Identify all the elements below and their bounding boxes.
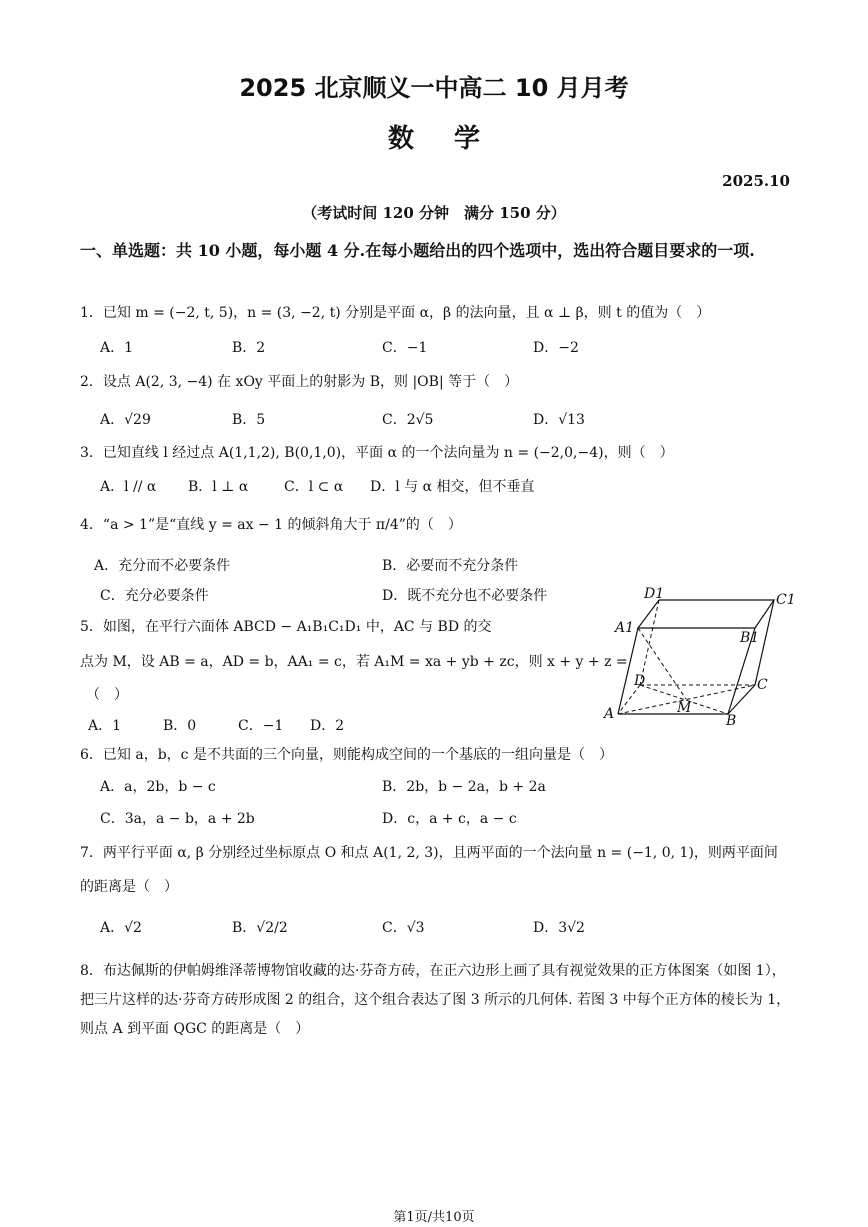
question-6-option-c: C．3a，a − b，a + 2b: [100, 811, 255, 827]
question-1-stem: 1．已知 m = (−2, t, 5)，n = (3, −2, t) 分别是平面 α，β 的法向量，且 α ⊥ β，则 t 的值为（ ）: [80, 305, 711, 321]
question-5-option-d: D．2: [310, 718, 345, 734]
question-3-option-a: A．l // α: [100, 479, 157, 495]
label-a1: A1: [615, 620, 635, 636]
question-6-option-b: B．2b，b − 2a，b + 2a: [382, 779, 546, 795]
label-d: D: [634, 673, 646, 689]
question-4-option-a: A．充分而不必要条件: [94, 558, 231, 574]
label-a: A: [604, 706, 615, 722]
figure-solid-edges: [618, 600, 774, 714]
question-2-option-d: D．√13: [533, 412, 585, 428]
question-4-option-c: C．充分必要条件: [100, 588, 209, 604]
question-4-stem: 4．“a > 1”是“直线 y = ax − 1 的倾斜角大于 π/4”的（ ）: [80, 517, 462, 533]
question-7-stem-line-1: 7．两平行平面 α, β 分别经过坐标原点 O 和点 A(1, 2, 3)，且两平面的一个法向量 n = (−1, 0, 1)，则两平面间: [80, 845, 778, 861]
question-1-option-b: B．2: [232, 340, 266, 356]
question-3-option-d: D．l 与 α 相交，但不垂直: [370, 479, 535, 495]
question-3-option-b: B．l ⊥ α: [188, 479, 249, 495]
label-c1: C1: [776, 592, 796, 608]
page-footer: 第1页/共10页: [393, 1210, 475, 1225]
question-7-option-a: A．√2: [100, 920, 142, 936]
exam-info: （考试时间 120 分钟 满分 150 分）: [302, 204, 566, 222]
question-5-option-c: C．−1: [238, 718, 284, 734]
question-6-option-d: D．c，a + c，a − c: [382, 811, 517, 827]
page-title: 2025 北京顺义一中高二 10 月月考: [239, 74, 629, 102]
label-c: C: [757, 677, 768, 693]
question-3-stem: 3．已知直线 l 经过点 A(1,1,2), B(0,1,0)，平面 α 的一个法向量为 n = (−2,0,−4)，则（ ）: [80, 445, 674, 461]
section-heading: 一、单选题：共 10 小题，每小题 4 分.在每小题给出的四个选项中，选出符合题目要求的一项.: [80, 241, 755, 260]
figure-hidden-edges: [618, 600, 755, 714]
parallelepiped-figure: [600, 582, 800, 732]
question-5-stem-line-2: 点为 M，设 AB = a，AD = b，AA₁ = c，若 A₁M = xa + yb + zc，则 x + y + z =: [80, 654, 628, 670]
question-3-option-c: C．l ⊂ α: [284, 479, 344, 495]
question-5-stem-line-3: （ ）: [86, 687, 128, 703]
question-2-option-c: C．2√5: [382, 412, 434, 428]
question-4-option-d: D．既不充分也不必要条件: [382, 588, 548, 604]
label-b: B: [726, 713, 737, 729]
question-8-text: 8．布达佩斯的伊帕姆维泽蒂博物馆收藏的达·芬奇方砖，在正六边形上画了具有视觉效果的正方体图案（如图 1），把三片这样的达·芬奇方砖形成图 2 的组合，这个组合表达了图 3 所示的几何体. 若图 3 中每个正方体的棱长为 1，则点 A 到平面 QGC 的距离是（ ）: [80, 963, 791, 1037]
question-4-option-b: B．必要而不充分条件: [382, 558, 519, 574]
exam-date: 2025.10: [722, 172, 790, 190]
question-6-option-a: A．a，2b，b − c: [100, 779, 216, 795]
question-6-stem: 6．已知 a，b，c 是不共面的三个向量，则能构成空间的一个基底的一组向量是（ ）: [80, 747, 613, 763]
question-2-stem: 2．设点 A(2, 3, −4) 在 xOy 平面上的射影为 B，则 |OB| 等于（ ）: [80, 374, 519, 390]
question-1-option-d: D．−2: [533, 340, 579, 356]
question-5-option-a: A．1: [88, 718, 122, 734]
question-7-option-b: B．√2/2: [232, 920, 288, 936]
label-d1: D1: [644, 586, 665, 602]
label-b1: B1: [740, 630, 760, 646]
label-m: M: [677, 700, 692, 716]
subject-title: 数学: [387, 124, 520, 154]
question-7-option-d: D．3√2: [533, 920, 585, 936]
question-1-option-a: A．1: [100, 340, 134, 356]
question-5-stem-line-1: 5．如图，在平行六面体 ABCD − A₁B₁C₁D₁ 中，AC 与 BD 的交: [80, 619, 492, 635]
question-2-option-b: B．5: [232, 412, 266, 428]
question-7-stem-line-2: 的距离是（ ）: [80, 879, 178, 895]
question-7-option-c: C．√3: [382, 920, 425, 936]
question-2-option-a: A．√29: [100, 412, 151, 428]
question-1-option-c: C．−1: [382, 340, 428, 356]
question-5-option-b: B．0: [163, 718, 197, 734]
